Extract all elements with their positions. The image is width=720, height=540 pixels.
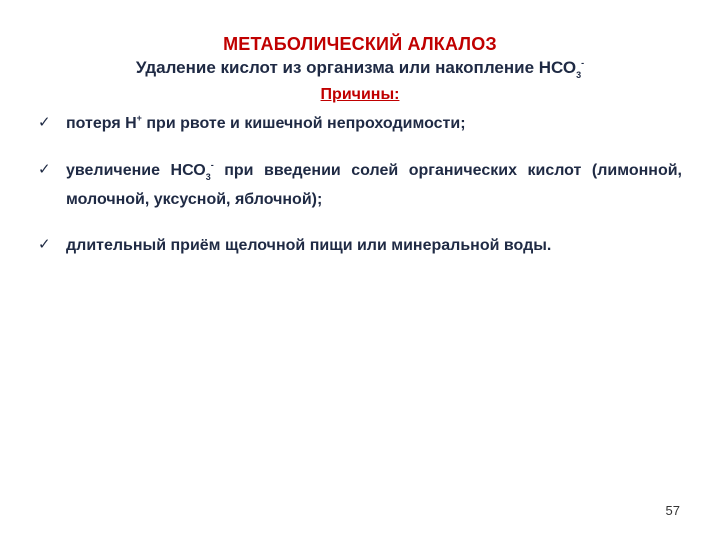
item-text: увеличение НСО xyxy=(66,162,206,179)
item-superscript: + xyxy=(136,113,142,123)
list-item xyxy=(36,232,682,260)
check-icon: ✓ xyxy=(38,161,51,178)
item-superscript: - xyxy=(210,160,214,170)
subtitle-text: Удаление кислот из организма или накопление НСО xyxy=(135,58,577,77)
list-item xyxy=(36,157,682,214)
subtitle-subscript: 3 xyxy=(576,70,582,80)
item-text-rest: при рвоте и кишечной непроходимости; xyxy=(141,115,466,132)
subtitle-superscript: - xyxy=(581,58,585,68)
item-subscript: 3 xyxy=(205,172,211,182)
slide-subtitle xyxy=(0,58,720,78)
list-item xyxy=(36,110,682,139)
check-icon: ✓ xyxy=(38,114,51,131)
item-text: длительный приём щелочной пищи или минеральной воды. xyxy=(66,237,552,254)
item-text-rest: при введении солей органических кислот (лимонной, молочной, уксусной, яблочной); xyxy=(66,162,683,208)
causes-list xyxy=(36,110,682,260)
page-number: 57 xyxy=(665,503,680,518)
check-icon: ✓ xyxy=(38,236,51,253)
slide-title: МЕТАБОЛИЧЕСКИЙ АЛКАЛОЗ xyxy=(223,34,497,54)
causes-heading: Причины: xyxy=(320,86,400,103)
item-text: потеря Н xyxy=(66,115,137,132)
